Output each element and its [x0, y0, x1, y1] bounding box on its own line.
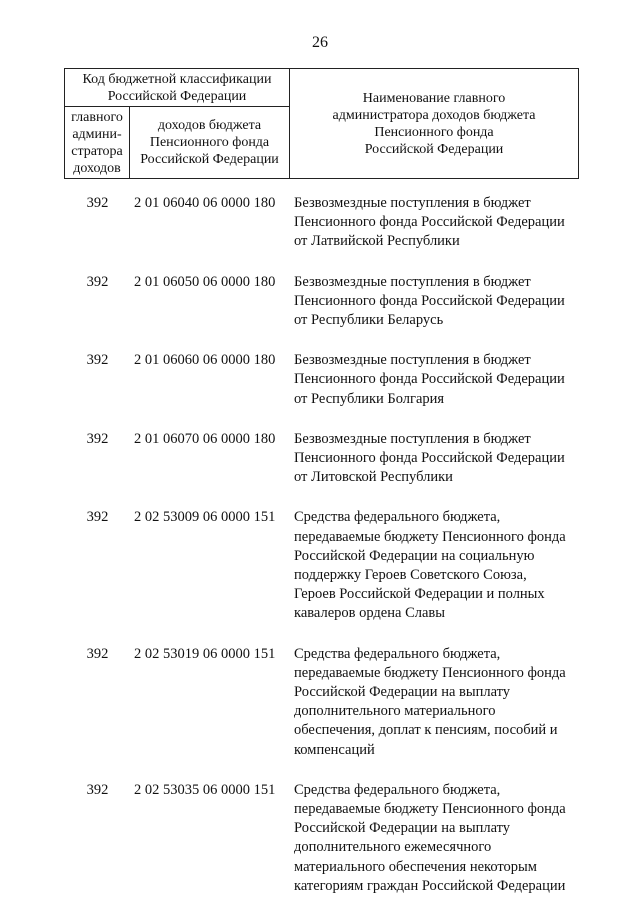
admin-column-header [65, 107, 130, 179]
budget-code: 2 01 06050 06 0000 180 [134, 273, 276, 290]
kbk-group-header-text: Код бюджетной классификации Российской Федерации [82, 71, 272, 104]
budget-code: 2 02 53009 06 0000 151 [134, 509, 276, 526]
budget-code: 2 01 06070 06 0000 180 [134, 430, 276, 447]
admin-column-header-text: главного админи- стратора доходов [71, 109, 123, 176]
name-column-header-text: Наименование главного администратора доходов бюджета Пенсионного фонда Российской Федерации [332, 90, 536, 157]
admin-code: 392 [86, 352, 109, 369]
table-row [64, 351, 594, 409]
admin-code: 392 [86, 781, 109, 798]
income-name: Безвозмездные поступления в бюджет Пенсионного фонда Российской Федерации от Республики Болгария [294, 352, 565, 407]
budget-code: 2 01 06040 06 0000 180 [134, 195, 276, 211]
income-column-header [130, 107, 290, 179]
table-row [64, 430, 594, 488]
admin-code: 392 [86, 273, 109, 290]
income-name: Безвозмездные поступления в бюджет Пенсионного фонда Российской Федерации от Литовской Республики [294, 430, 565, 486]
page-number: 26 [312, 34, 328, 51]
table-body [64, 192, 594, 896]
admin-code: 392 [86, 509, 109, 526]
table-row [64, 508, 594, 623]
income-name: Средства федерального бюджета, передаваемые бюджету Пенсионного фонда Российской Федерации на социальную поддержку Героев Советского Союза, Героев Российской Федерации и полных кавалеров ордена Славы [294, 509, 566, 622]
table-row [64, 273, 594, 331]
income-name: Средства федерального бюджета, передаваемые бюджету Пенсионного фонда Российской Федерации на выплату дополнительного ежемесячного материального обеспечения некоторым категориям граждан Российской Федерации [294, 781, 566, 894]
admin-code: 392 [86, 430, 109, 447]
admin-code: 392 [86, 645, 109, 662]
header-table [64, 68, 579, 179]
income-name: Безвозмездные поступления в бюджет Пенсионного фонда Российской Федерации от Латвийской Республики [294, 195, 565, 250]
budget-code: 2 01 06060 06 0000 180 [134, 352, 276, 369]
kbk-group-header [65, 69, 290, 107]
admin-code: 392 [86, 195, 109, 211]
table-row [64, 194, 594, 252]
budget-code: 2 02 53035 06 0000 151 [134, 781, 276, 798]
name-column-header [290, 69, 579, 179]
budget-code: 2 02 53019 06 0000 151 [134, 645, 276, 662]
income-name: Безвозмездные поступления в бюджет Пенсионного фонда Российской Федерации от Республики Беларусь [294, 273, 565, 329]
income-column-header-text: доходов бюджета Пенсионного фонда Российской Федерации [140, 118, 279, 167]
income-name: Средства федерального бюджета, передаваемые бюджету Пенсионного фонда Российской Федерации на выплату дополнительного материального обеспечения, доплат к пенсиям, пособий и компенсаций [294, 645, 566, 758]
table-row [64, 645, 594, 760]
table-row [64, 781, 594, 896]
